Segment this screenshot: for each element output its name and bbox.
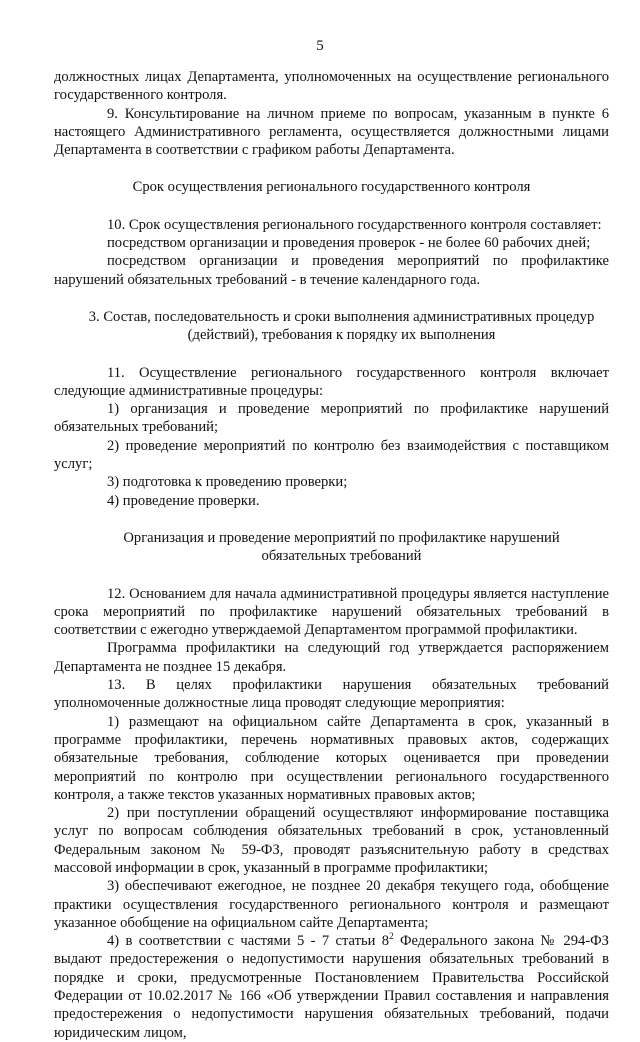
page-number: 5 <box>316 38 324 54</box>
paragraph-12-program: Программа профилактики на следующий год утверждается распоряжением Департамента не позднее 15 декабря. <box>54 640 609 675</box>
paragraph-13-item-2: 2) при поступлении обращений осуществляют информирование поставщика услуг по вопросам соблюдения обязательных требований в срок, установленный Федеральным законом № 59-ФЗ, проводят разъяснительную работу в средствах массовой информации в срок, указанный в программе профилактики; <box>54 805 609 876</box>
heading-prevention: Организация и проведение мероприятий по профилактике нарушений обязательных требований <box>123 529 560 565</box>
paragraph-13-item-1: 1) размещают на официальном сайте Департамента в срок, указанный в программе профилактики, перечень нормативных правовых актов, содержащих обязательные требования, соблюдение которых оценивается при проведении мероприятий по контролю при осуществлении регионального государственного контроля, а также текстов указанных нормативных правовых актов; <box>54 713 609 803</box>
paragraph-11-item-3: 3) подготовка к проведению проверки; <box>107 474 348 491</box>
paragraph-9: 9. Консультирование на личном приеме по вопросам, указанным в пункте 6 настоящего Административного регламента, осуществляется должностными лицами Департамента в соответствии с графиком работы Департамента. <box>54 105 609 159</box>
paragraph-13-item-4-start: 4) в соответствии с частями 5 - 7 статьи 8 <box>107 933 390 950</box>
heading-control-term: Срок осуществления регионального государственного контроля <box>132 179 531 196</box>
paragraph-13-item-3: 3) обеспечивают ежегодное, не позднее 20 декабря текущего года, обобщение практики осуществления государственного регионального контроля и размещают указанное обобщение на официальном сайте Департамента; <box>54 878 609 931</box>
paragraph-11: 11. Осуществление регионального государственного контроля включает следующие административные процедуры: <box>54 364 609 399</box>
paragraph-10: 10. Срок осуществления регионального государственного контроля составляет: <box>107 216 602 233</box>
document-body <box>54 68 609 1042</box>
paragraph-13-item-4 <box>54 932 609 1042</box>
paragraph-11-item-4: 4) проведение проверки. <box>107 492 260 509</box>
paragraph-11-item-1: 1) организация и проведение мероприятий по профилактике нарушений обязательных требований; <box>54 401 609 436</box>
paragraph-11-item-2: 2) проведение мероприятий по контролю без взаимодействия с поставщиком услуг; <box>54 437 609 473</box>
paragraph-continuation: должностных лицах Департамента, уполномоченных на осуществление регионального государственного контроля. <box>54 69 609 104</box>
paragraph-10-item-1: посредством организации и проведения проверок - не более 60 рабочих дней; <box>107 235 591 252</box>
paragraph-13: 13. В целях профилактики нарушения обязательных требований уполномоченные должностные лица проводят следующие мероприятия: <box>54 677 609 712</box>
article-superscript: 2 <box>389 931 394 942</box>
paragraph-13-item-4-rest: Федерального закона № 294-ФЗ выдают предостережения о недопустимости нарушения обязательных требований в порядке и сроки, предусмотренные Постановлением Правительства Российской Федерации от 10.02.2017 № 166 «Об утверждении Правил составления и направления предостережения о недопустимости нарушения обязательных требований, подачи юридическим лицом, <box>54 933 609 1041</box>
paragraph-10-item-2: посредством организации и проведения мероприятий по профилактике нарушений обязательных требований - в течение календарного года. <box>54 253 609 288</box>
paragraph-12: 12. Основанием для начала административной процедуры является наступление срока мероприятий по профилактике нарушений обязательных требований в соответствии с ежегодно утверждаемой Департаментом программой профилактики. <box>54 585 609 639</box>
heading-section-3: 3. Состав, последовательность и сроки выполнения административных процедур (действий), требования к порядку их выполнения <box>88 308 595 344</box>
